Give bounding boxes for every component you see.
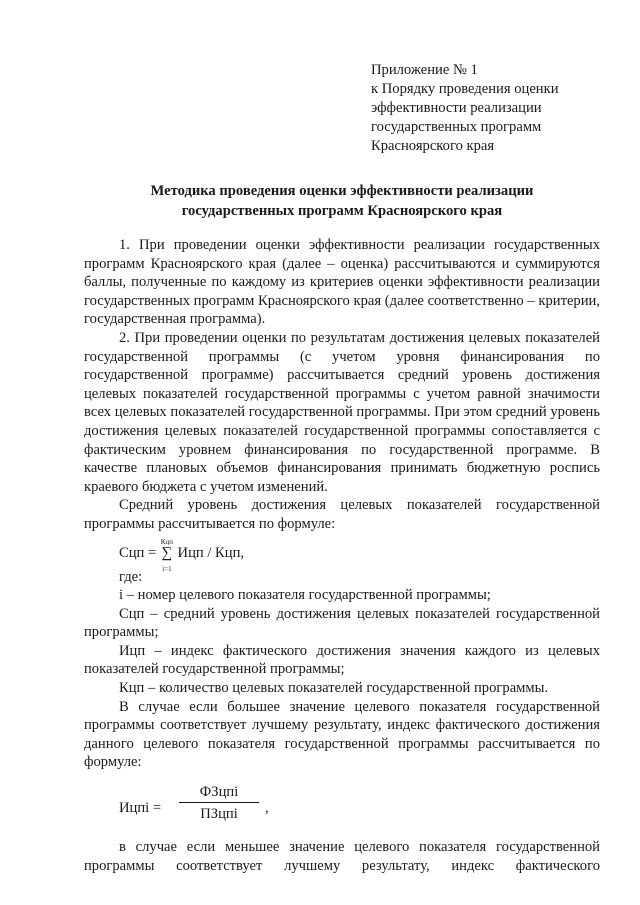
- formula2-denominator: ПЗцпi: [200, 806, 238, 823]
- sigma-glyph: ∑: [161, 544, 173, 561]
- sigma-upper-limit: Кцп: [160, 537, 173, 546]
- appendix-line: государственных программ: [371, 119, 542, 135]
- formula2-lhs: Ицпi =: [119, 800, 162, 817]
- sigma-symbol: [160, 537, 174, 573]
- formula-average-level: [119, 534, 600, 573]
- paragraph-4: В случае если большее значение целевого показателя государственной программы соответствует лучшему результату, индекс фактического достижения данного целевого показателя государственной программы рассчитывается по формуле:: [84, 698, 600, 771]
- definition-icp: Ицп – индекс фактического достижения значения каждого из целевых показателей государственной программы;: [84, 642, 600, 678]
- appendix-line: к Порядку проведения оценки: [371, 81, 559, 97]
- paragraph-3: Средний уровень достижения целевых показателей государственной программы рассчитывается по формуле:: [84, 497, 600, 532]
- document-title: [84, 182, 600, 221]
- document-body: [84, 236, 600, 875]
- where-label: где:: [119, 568, 143, 585]
- appendix-line: эффективности реализации: [371, 100, 542, 116]
- formula1-lhs: Сцп =: [119, 544, 160, 561]
- title-line-2: государственных программ Красноярского края: [181, 202, 503, 219]
- formula2-fraction: [179, 782, 259, 823]
- appendix-line: Приложение № 1: [371, 62, 478, 78]
- appendix-line: Красноярского края: [371, 138, 495, 154]
- appendix-header: [371, 61, 621, 156]
- paragraph-5: в случае если меньшее значение целевого показателя государственной программы соответствует лучшему результату, индекс фактического: [84, 839, 600, 874]
- definition-scp: Сцп – средний уровень достижения целевых показателей государственной программы;: [84, 605, 600, 641]
- formula1-rhs: Ицп / Кцп,: [173, 544, 245, 561]
- formula-average-level-text: [119, 537, 245, 573]
- definition-kcp: Кцп – количество целевых показателей государственной программы.: [119, 680, 549, 697]
- title-line-1: Методика проведения оценки эффективности реализации: [150, 183, 534, 199]
- formula2-comma: ,: [265, 800, 269, 817]
- formula2-numerator: ФЗцпi: [199, 784, 239, 801]
- formula-index: [119, 782, 600, 838]
- definition-i: i – номер целевого показателя государственной программы;: [119, 587, 491, 604]
- paragraph-2: 2. При проведении оценки по результатам достижения целевых показателей государственной программы (с учетом уровня финансирования по государственной программе) рассчитывается средний уровень достижения целевых показателей государственной программы с учетом равной значимости всех целевых показателей государственной программы. При этом средний уровень достижения целевых показателей государственной программы сопоставляется с фактическим уровнем финансирования по государственной программе. В качестве плановых объемов финансирования принимать бюджетную роспись краевого бюджета с учетом изменений.: [84, 329, 601, 495]
- sigma-lower-limit: i=1: [162, 564, 172, 573]
- paragraph-1: 1. При проведении оценки эффективности реализации государственных программ Красноярского края (далее – оценка) рассчитываются и суммируются баллы, полученные по каждому из критериев оценки эффективности реализации государственных программ Красноярского края (далее соответственно – критерии, государственная программа).: [84, 237, 600, 328]
